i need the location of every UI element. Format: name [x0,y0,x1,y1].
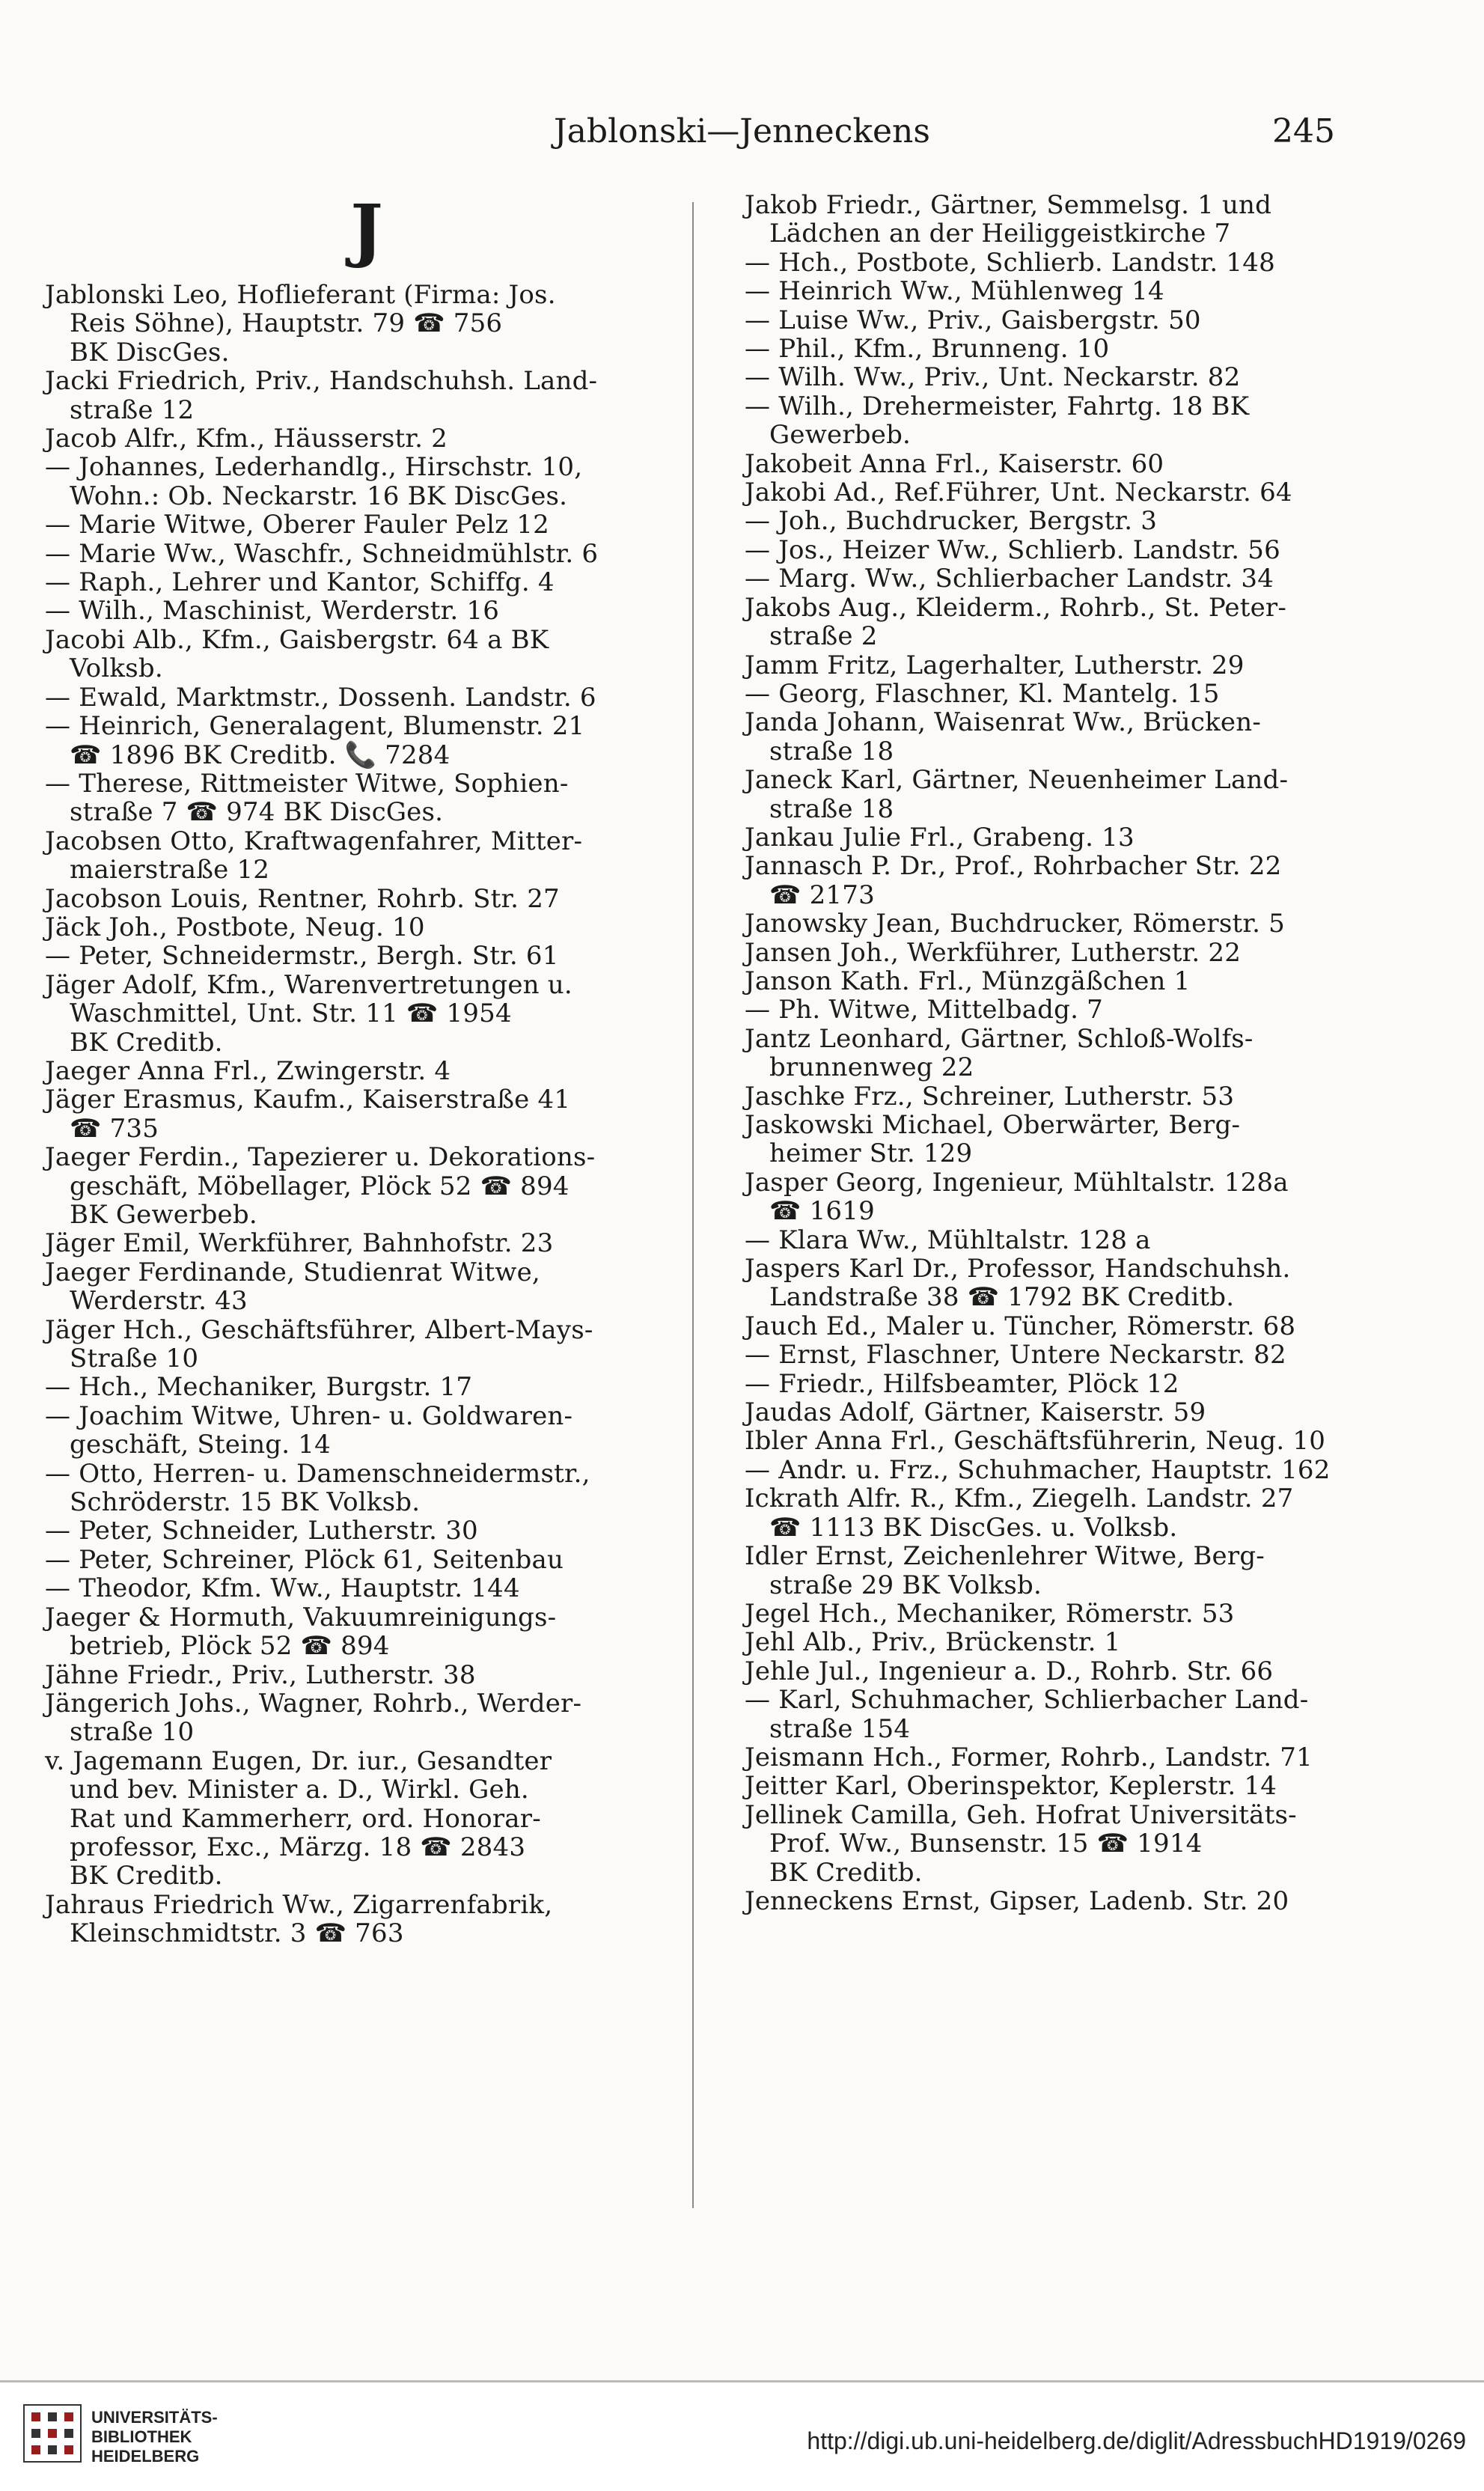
directory-entry-line: Jakobeit Anna Frl., Kaiserstr. 60 [745,448,1164,479]
left-entry-list [45,281,688,1948]
directory-entry-line: Waschmittel, Unt. Str. 11 ☎ 1954 [45,998,512,1029]
directory-entry-line: Gewerbeb. [745,420,912,451]
directory-entry-line: Wohn.: Ob. Neckarstr. 16 BK DiscGes. [45,481,568,511]
directory-entry-line: Jenneckens Ernst, Gipser, Ladenb. Str. 20 [745,1885,1289,1916]
directory-entry-line: — Hch., Mechaniker, Burgstr. 17 [45,1372,473,1403]
section-letter: J [350,189,383,270]
directory-entry-line: Jäger Hch., Geschäftsführer, Albert-Mays- [45,1314,593,1345]
directory-entry-line: ☎ 1896 BK Creditb. 📞 7284 [45,740,451,770]
directory-entry-line: straße 154 [745,1713,911,1744]
directory-entry-line: — Wilh., Maschinist, Werderstr. 16 [45,596,500,626]
directory-entry-line: Werderstr. 43 [45,1286,248,1317]
directory-entry-line: Jahraus Friedrich Ww., Zigarrenfabrik, [45,1889,553,1920]
directory-entry-line: straße 12 [45,394,195,425]
directory-entry-line: ☎ 1619 [745,1196,875,1227]
directory-entry-line: — Luise Ww., Priv., Gaisbergstr. 50 [745,305,1201,335]
directory-entry-line: Jasper Georg, Ingenieur, Mühltalstr. 128a [745,1167,1289,1198]
directory-entry-line: betrieb, Plöck 52 ☎ 894 [45,1631,390,1662]
directory-entry-line: Jaspers Karl Dr., Professor, Handschuhsh. [745,1254,1291,1284]
directory-entry-line: Schröderstr. 15 BK Volksb. [45,1487,421,1518]
directory-entry-line: straße 29 BK Volksb. [745,1570,1042,1600]
directory-entry-line: Jähne Friedr., Priv., Lutherstr. 38 [45,1659,476,1690]
directory-entry-line: Jaudas Adolf, Gärtner, Kaiserstr. 59 [745,1397,1206,1428]
directory-entry-line: Reis Söhne), Hauptstr. 79 ☎ 756 [45,308,503,339]
directory-entry-line: Jacob Alfr., Kfm., Häusserstr. 2 [45,424,448,454]
page-running-title: Jablonski—Jenneckens [554,112,930,150]
directory-entry-line: Jehl Alb., Priv., Brückenstr. 1 [745,1627,1121,1658]
directory-entry-line: Jantz Leonhard, Gärtner, Schloß-Wolfs- [745,1023,1254,1054]
right-column [745,191,1388,1915]
directory-entry-line: Volksb. [45,653,163,684]
directory-entry-line: straße 7 ☎ 974 BK DiscGes. [45,797,444,828]
directory-entry-line: — Therese, Rittmeister Witwe, Sophien- [45,768,569,799]
directory-entry-line: — Joh., Buchdrucker, Bergstr. 3 [745,506,1158,537]
directory-entry-line: — Karl, Schuhmacher, Schlierbacher Land- [745,1685,1309,1716]
directory-entry-line: Janeck Karl, Gärtner, Neuenheimer Land- [745,765,1289,796]
directory-entry-line: BK Gewerbeb. [45,1200,257,1230]
directory-entry-line: Jacobson Louis, Rentner, Rohrb. Str. 27 [45,883,560,914]
directory-entry-line: Idler Ernst, Zeichenlehrer Witwe, Berg- [745,1541,1265,1572]
library-logo-icon [22,2403,82,2463]
directory-entry-line: Janda Johann, Waisenrat Ww., Brücken- [745,707,1262,738]
directory-entry-line: — Georg, Flaschner, Kl. Mantelg. 15 [745,678,1220,709]
directory-entry-line: — Phil., Kfm., Brunneng. 10 [745,334,1110,365]
left-column [45,191,688,1948]
directory-entry-line: Rat und Kammerherr, ord. Honorar- [45,1803,541,1834]
directory-entry-line: BK Creditb. [45,1027,223,1058]
directory-entry-line: Jäck Joh., Postbote, Neug. 10 [45,912,425,942]
directory-entry-line: Jamm Fritz, Lagerhalter, Lutherstr. 29 [745,650,1245,680]
directory-entry-line: ☎ 2173 [745,879,875,910]
right-entry-list [745,191,1388,1915]
directory-entry-line: straße 18 [745,736,894,766]
directory-entry-line: — Wilh. Ww., Priv., Unt. Neckarstr. 82 [745,362,1241,393]
directory-entry-line: — Marg. Ww., Schlierbacher Landstr. 34 [745,564,1274,594]
directory-entry-line: BK Creditb. [745,1857,923,1888]
directory-entry-line: — Raph., Lehrer und Kantor, Schiffg. 4 [45,567,555,598]
directory-entry-line: Jaeger Anna Frl., Zwingerstr. 4 [45,1055,451,1086]
directory-entry-line: — Joachim Witwe, Uhren- u. Goldwaren- [45,1400,573,1431]
directory-entry-line: Jankau Julie Frl., Grabeng. 13 [745,822,1135,853]
directory-entry-line: Jäger Emil, Werkführer, Bahnhofstr. 23 [45,1228,554,1259]
directory-entry-line: Kleinschmidtstr. 3 ☎ 763 [45,1918,404,1949]
directory-entry-line: geschäft, Steing. 14 [45,1430,331,1460]
directory-entry-line: Jeitter Karl, Oberinspektor, Keplerstr. 14 [745,1771,1277,1802]
directory-entry-line: maierstraße 12 [45,855,270,885]
digitization-footer [0,2380,1484,2491]
directory-entry-line: — Wilh., Drehermeister, Fahrtg. 18 BK [745,391,1250,421]
source-url-link[interactable]: http://digi.ub.uni-heidelberg.de/diglit/AdressbuchHD1919/0269 [807,2427,1466,2454]
directory-entry-line: — Ewald, Marktmstr., Dossenh. Landstr. 6 [45,682,596,713]
directory-entry-line: — Heinrich, Generalagent, Blumenstr. 21 [45,711,585,742]
directory-entry-line: — Heinrich Ww., Mühlenweg 14 [745,276,1164,307]
directory-entry-line: Jakobi Ad., Ref.Führer, Unt. Neckarstr. 64 [745,478,1292,508]
directory-entry-line: — Andr. u. Frz., Schuhmacher, Hauptstr. 162 [745,1454,1331,1485]
library-name-line: BIBLIOTHEK [91,2427,192,2446]
directory-entry-line: Jannasch P. Dr., Prof., Rohrbacher Str. 22 [745,851,1282,882]
directory-entry-line: Jaeger Ferdinande, Studienrat Witwe, [45,1257,540,1287]
directory-entry-line: ☎ 735 [45,1113,159,1144]
directory-entry-line: Straße 10 [45,1344,199,1374]
directory-entry-line: — Klara Ww., Mühltalstr. 128 a [745,1225,1151,1255]
directory-entry-line: brunnenweg 22 [745,1052,974,1083]
directory-entry-line: Jeismann Hch., Former, Rohrb., Landstr. 71 [745,1742,1313,1772]
directory-entry-line: Jäger Erasmus, Kaufm., Kaiserstraße 41 [45,1085,571,1115]
directory-entry-line: — Otto, Herren- u. Damenschneidermstr., [45,1458,590,1489]
directory-entry-line: Jakobs Aug., Kleiderm., Rohrb., St. Peter- [745,592,1287,623]
directory-entry-line: — Johannes, Lederhandlg., Hirschstr. 10, [45,452,583,483]
directory-entry-line: heimer Str. 129 [745,1138,973,1169]
directory-entry-line: — Jos., Heizer Ww., Schlierb. Landstr. 56 [745,534,1280,565]
directory-entry-line: geschäft, Möbellager, Plöck 52 ☎ 894 [45,1171,570,1201]
directory-entry-line: Jellinek Camilla, Geh. Hofrat Universitäts- [745,1799,1297,1830]
directory-entry-line: Jaeger Ferdin., Tapezierer u. Dekorations- [45,1142,596,1173]
directory-entry-line: Janson Kath. Frl., Münzgäßchen 1 [745,966,1191,996]
directory-entry-line: — Theodor, Kfm. Ww., Hauptstr. 144 [45,1573,520,1604]
directory-entry-line: — Peter, Schneidermstr., Bergh. Str. 61 [45,941,559,972]
directory-entry-line: — Peter, Schneider, Lutherstr. 30 [45,1516,478,1546]
directory-entry-line: Jacobi Alb., Kfm., Gaisbergstr. 64 a BK [45,624,549,655]
directory-entry-line: straße 18 [745,793,894,824]
directory-entry-line: — Peter, Schreiner, Plöck 61, Seitenbau [45,1544,564,1575]
directory-entry-line: professor, Exc., Märzg. 18 ☎ 2843 [45,1832,526,1862]
directory-entry-line: Jauch Ed., Maler u. Tüncher, Römerstr. 68 [745,1311,1296,1341]
directory-entry-line: und bev. Minister a. D., Wirkl. Geh. [45,1775,529,1805]
directory-entry-line: Jaeger & Hormuth, Vakuumreinigungs- [45,1602,557,1632]
directory-entry-line: BK Creditb. [45,1861,223,1891]
directory-entry-line: Jacki Friedrich, Priv., Handschuhsh. Land- [45,366,598,397]
directory-entry-line: straße 2 [745,621,878,652]
directory-entry-line: Jaskowski Michael, Oberwärter, Berg- [745,1110,1241,1140]
directory-entry-line: Jaschke Frz., Schreiner, Lutherstr. 53 [745,1081,1235,1112]
directory-entry-line: BK DiscGes. [45,337,230,368]
directory-entry-line: Jegel Hch., Mechaniker, Römerstr. 53 [745,1598,1235,1629]
directory-entry-line: ☎ 1113 BK DiscGes. u. Volksb. [745,1512,1178,1543]
directory-entry-line: Jacobsen Otto, Kraftwagenfahrer, Mitter- [45,826,583,856]
directory-entry-line: Ickrath Alfr. R., Kfm., Ziegelh. Landstr. 27 [745,1484,1294,1514]
directory-entry-line: Janowsky Jean, Buchdrucker, Römerstr. 5 [745,909,1285,939]
directory-entry-line: straße 10 [45,1717,195,1748]
directory-entry-line: Jansen Joh., Werkführer, Lutherstr. 22 [745,937,1242,968]
directory-entry-line: — Ph. Witwe, Mittelbadg. 7 [745,995,1103,1025]
directory-entry-line: Jehle Jul., Ingenieur a. D., Rohrb. Str. 66 [745,1656,1274,1686]
directory-entry-line: — Marie Ww., Waschfr., Schneidmühlstr. 6 [45,538,599,569]
library-name-line: HEIDELBERG [91,2447,200,2466]
column-divider [692,202,694,2208]
directory-entry-line: Ibler Anna Frl., Geschäftsführerin, Neug. 10 [745,1426,1326,1457]
library-name [91,2408,218,2466]
library-name-line: UNIVERSITÄTS- [91,2408,218,2427]
directory-entry-line: Landstraße 38 ☎ 1792 BK Creditb. [745,1282,1235,1313]
directory-entry-line: Jängerich Johs., Wagner, Rohrb., Werder- [45,1688,582,1719]
directory-entry-line: Jablonski Leo, Hoflieferant (Firma: Jos. [45,280,556,310]
directory-entry-line: Jakob Friedr., Gärtner, Semmelsg. 1 und [745,190,1272,220]
page-number: 245 [1272,112,1335,150]
directory-entry-line: v. Jagemann Eugen, Dr. iur., Gesandter [45,1745,552,1776]
directory-entry-line: Prof. Ww., Bunsenstr. 15 ☎ 1914 [745,1829,1203,1859]
directory-entry-line: Lädchen an der Heiliggeistkirche 7 [745,219,1231,249]
directory-entry-line: — Ernst, Flaschner, Untere Neckarstr. 82 [745,1340,1286,1370]
directory-entry-line: — Hch., Postbote, Schlierb. Landstr. 148 [745,247,1275,278]
directory-entry-line: — Marie Witwe, Oberer Fauler Pelz 12 [45,510,549,540]
directory-entry-line: Jäger Adolf, Kfm., Warenvertretungen u. [45,969,572,1000]
directory-entry-line: — Friedr., Hilfsbeamter, Plöck 12 [745,1368,1179,1399]
